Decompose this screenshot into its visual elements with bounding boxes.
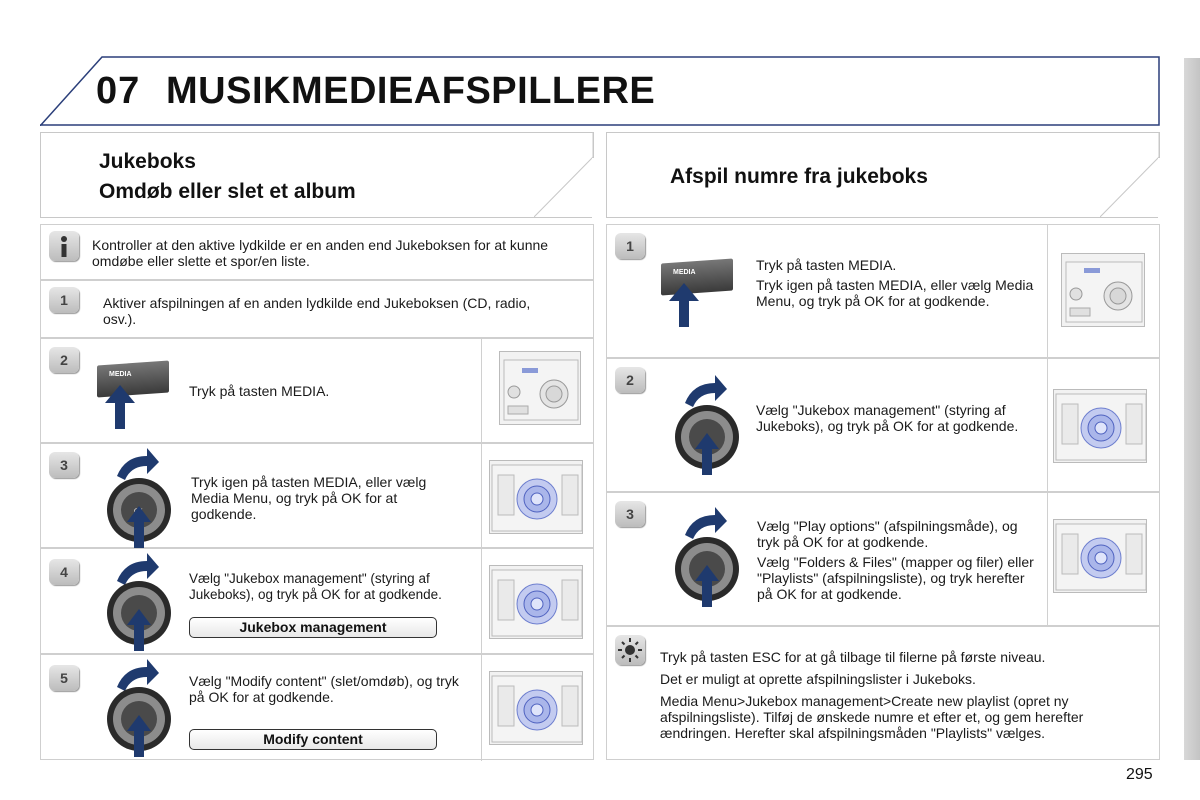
radio-panel-thumbnail	[489, 671, 583, 745]
page-number: 295	[1126, 766, 1153, 783]
step-text: Tryk igen på tasten MEDIA, eller vælg Media Menu, og tryk på OK for at godkende.	[756, 277, 1034, 309]
step-text-group	[756, 257, 1046, 313]
tip-text-group	[660, 649, 1150, 745]
step-text: Tryk på tasten MEDIA.	[189, 383, 330, 399]
radio-panel-thumbnail	[489, 565, 583, 639]
step-badge: 2	[49, 347, 79, 373]
step-badge: 2	[615, 367, 645, 393]
right-step-1-row	[606, 224, 1160, 358]
left-title-line1: Jukeboks	[99, 150, 196, 173]
step-badge: 3	[49, 452, 79, 478]
step-text: Vælg "Folders & Files" (mapper og filer) eller "Playlists" (afspilningsliste), og tryk herefter på OK for at godkende.	[757, 554, 1034, 602]
corner-fold	[1100, 132, 1160, 218]
info-icon	[49, 231, 79, 261]
left-section-title-box	[40, 132, 594, 218]
chapter-side-tab	[1184, 58, 1200, 760]
tip-sun-icon	[615, 635, 645, 665]
left-step-2-row	[40, 338, 594, 443]
step-text: Aktiver afspilningen af en anden lydkilde end Jukeboksen (CD, radio, osv.).	[103, 295, 531, 327]
tip-text: Media Menu>Jukebox management>Create new playlist (opret ny afspilningsliste). Tilføj de ønskede numre et efter et, og gem herefter ændringen. Herefter skal afspilningsmåden "Playlists" vælges.	[660, 693, 1084, 741]
knob-press-icon	[101, 551, 181, 653]
step-text: Vælg "Play options" (afspilningsmåde), og tryk på OK for at godkende.	[757, 518, 1018, 550]
left-step-1-row	[40, 280, 594, 338]
page-title: MUSIKMEDIEAFSPILLERE	[166, 70, 656, 112]
step-badge: 3	[615, 501, 645, 527]
left-step-5-row	[40, 654, 594, 760]
radio-panel-thumbnail	[499, 351, 581, 425]
left-info-row	[40, 224, 594, 280]
step-text: Tryk igen på tasten MEDIA, eller vælg Media Menu, og tryk på OK for at godkende.	[191, 474, 427, 522]
knob-press-icon	[669, 373, 749, 477]
left-title-line2: Omdøb eller slet et album	[99, 180, 356, 203]
step-text: Vælg "Modify content" (slet/omdøb), og tryk på OK for at godkende.	[189, 673, 459, 705]
radio-panel-thumbnail	[1061, 253, 1145, 327]
right-tip-row	[606, 626, 1160, 760]
step-badge: 1	[615, 233, 645, 259]
tip-text: Tryk på tasten ESC for at gå tilbage til filerne på første niveau.	[660, 649, 1046, 665]
step-text: Tryk på tasten MEDIA.	[756, 257, 897, 273]
step-text-group	[757, 518, 1042, 606]
jukebox-management-label: Jukebox management	[189, 617, 437, 638]
left-step-3-row	[40, 443, 594, 548]
radio-panel-thumbnail	[1053, 389, 1147, 463]
step-badge: 4	[49, 559, 79, 585]
right-title: Afspil numre fra jukeboks	[670, 165, 928, 188]
media-key-label: MEDIA	[109, 371, 132, 378]
right-section-title-box	[606, 132, 1160, 218]
step-badge: 1	[49, 287, 79, 313]
modify-content-label: Modify content	[189, 729, 437, 750]
step-text: Vælg "Jukebox management" (styring af Jukeboks), og tryk på OK for at godkende.	[756, 402, 1019, 434]
corner-fold	[534, 132, 594, 218]
media-key-label: MEDIA	[673, 269, 696, 276]
knob-press-icon	[669, 505, 749, 609]
radio-panel-thumbnail	[1053, 519, 1147, 593]
press-arrow-icon	[669, 283, 699, 327]
right-step-3-row	[606, 492, 1160, 626]
press-arrow-icon	[105, 385, 135, 429]
radio-panel-thumbnail	[489, 460, 583, 534]
page-header	[40, 56, 1160, 126]
step-text: Vælg "Jukebox management" (styring af Jukeboks), og tryk på OK for at godkende.	[189, 571, 442, 602]
tip-text: Det er muligt at oprette afspilningslister i Jukeboks.	[660, 671, 976, 687]
left-step-4-row	[40, 548, 594, 654]
right-step-2-row	[606, 358, 1160, 492]
knob-press-icon	[101, 657, 181, 759]
chapter-number: 07	[96, 70, 141, 112]
knob-press-icon	[101, 446, 181, 548]
info-text: Kontroller at den aktive lydkilde er en anden end Jukeboksen for at kunne omdøbe eller slette et spor/en liste.	[92, 237, 549, 269]
step-badge: 5	[49, 665, 79, 691]
